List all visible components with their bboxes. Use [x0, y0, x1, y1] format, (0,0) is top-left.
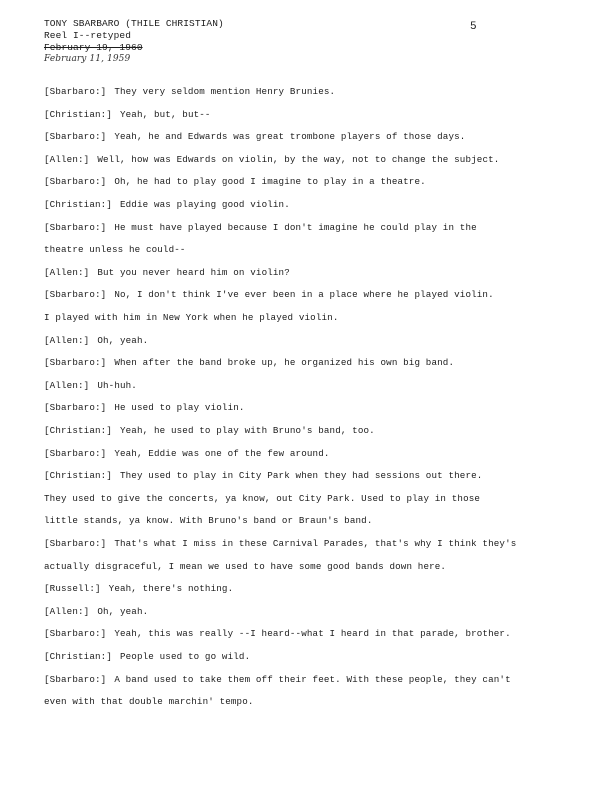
speaker-label: [ Sbarbaro :]: [44, 289, 106, 300]
transcript-line: [44, 357, 454, 368]
speaker-label: [ Christian :]: [44, 199, 112, 210]
line-text: I played with him in New York when he played violin.: [44, 312, 339, 323]
header-date-handwritten: February 11, 1959: [44, 54, 131, 64]
transcript-line: [44, 448, 330, 459]
page-number: 5: [470, 21, 477, 33]
transcript-line: [44, 628, 511, 639]
transcript-line: [44, 176, 426, 187]
speaker-label: [ Sbarbaro :]: [44, 86, 106, 97]
line-text: Oh, yeah.: [97, 605, 149, 617]
transcript-line: [44, 674, 511, 685]
transcript-line: [44, 289, 494, 300]
transcript-line: [44, 538, 516, 549]
header-date-struck: February 19, 1960: [44, 42, 143, 53]
line-text: He must have played because I don't imagine he could play in the: [114, 221, 477, 233]
speaker-label: [ Sbarbaro :]: [44, 402, 106, 413]
transcript-line: [44, 131, 465, 142]
transcript-line: [44, 154, 499, 165]
speaker-label: [ Christian :]: [44, 425, 112, 436]
line-text: little stands, ya know. With Bruno's band or Braun's band.: [44, 515, 373, 527]
line-text: Yeah, this was really --I heard--what I heard in that parade, brother.: [114, 628, 511, 640]
header-reel: Reel I--retyped: [44, 30, 132, 41]
transcript-line: [44, 425, 375, 436]
line-text: Yeah, Eddie was one of the few around.: [114, 447, 330, 459]
line-text: Oh, he had to play good I imagine to play in a theatre.: [114, 176, 426, 188]
line-text: They used to give the concerts, ya know, out City Park. Used to play in those: [44, 492, 481, 504]
speaker-label: [ Allen :]: [44, 267, 89, 278]
line-text: Well, how was Edwards on violin, by the way, not to change the subject.: [97, 153, 500, 165]
transcript-line: [44, 222, 477, 233]
line-text: He used to play violin.: [114, 402, 245, 414]
speaker-label: [ Sbarbaro :]: [44, 176, 106, 187]
transcript-line: [44, 312, 339, 323]
speaker-label: [ Sbarbaro :]: [44, 674, 106, 685]
speaker-label: [ Russell :]: [44, 583, 101, 594]
line-text: even with that double marchin' tempo.: [44, 696, 254, 708]
transcript-line: [44, 199, 290, 210]
line-text: When after the band broke up, he organized his own big band.: [114, 357, 455, 369]
speaker-label: [ Sbarbaro :]: [44, 131, 106, 142]
transcript-line: [44, 606, 148, 617]
line-text: Yeah, but, but--: [119, 108, 211, 120]
line-text: Yeah, he used to play with Bruno's band, too.: [119, 425, 375, 436]
line-text: Yeah, he and Edwards was great trombone players of those days.: [114, 131, 466, 143]
line-text: Yeah, there's nothing.: [108, 583, 234, 595]
transcript-line: [44, 402, 245, 413]
line-text: A band used to take them off their feet. With these people, they can't: [114, 673, 511, 685]
transcript-line: [44, 380, 137, 391]
line-text: But you never heard him on violin?: [97, 266, 290, 278]
speaker-label: [ Christian :]: [44, 651, 112, 662]
transcript-line: [44, 470, 482, 481]
speaker-label: [ Sbarbaro :]: [44, 357, 106, 368]
line-text: No, I don't think I've ever been in a place where he played violin.: [114, 289, 494, 301]
speaker-label: [ Sbarbaro :]: [44, 448, 106, 459]
speaker-label: [ Allen :]: [44, 380, 89, 391]
line-text: People used to go wild.: [119, 651, 251, 662]
transcript-line: [44, 493, 480, 504]
transcript-line: [44, 651, 250, 662]
speaker-label: [ Sbarbaro :]: [44, 222, 106, 233]
speaker-label: [ Allen :]: [44, 606, 89, 617]
transcript-line: [44, 583, 233, 594]
transcript-line: [44, 267, 290, 278]
line-text: That's what I miss in these Carnival Parades, that's why I think they's: [114, 538, 517, 549]
line-text: They very seldom mention Henry Brunies.: [114, 86, 336, 97]
speaker-label: [ Allen :]: [44, 154, 89, 165]
speaker-label: [ Christian :]: [44, 470, 112, 481]
transcript-line: [44, 696, 254, 707]
line-text: Oh, yeah.: [97, 334, 149, 346]
transcript-line: [44, 561, 446, 572]
speaker-label: [ Sbarbaro :]: [44, 628, 106, 639]
transcript-line: [44, 86, 335, 97]
header-title: TONY SBARBARO (THILE CHRISTIAN): [44, 18, 224, 29]
line-text: theatre unless he could--: [44, 244, 186, 256]
line-text: Eddie was playing good violin.: [119, 199, 290, 210]
transcript-line: [44, 515, 372, 526]
speaker-label: [ Allen :]: [44, 335, 89, 346]
line-text: Uh-huh.: [97, 379, 137, 391]
speaker-label: [ Sbarbaro :]: [44, 538, 106, 549]
line-text: actually disgraceful, I mean we used to have some good bands down here.: [44, 560, 447, 572]
speaker-label: [ Christian :]: [44, 109, 112, 120]
line-text: They used to play in City Park when they had sessions out there.: [119, 470, 483, 482]
transcript-line: [44, 244, 186, 255]
transcript-line: [44, 109, 211, 120]
transcript-line: [44, 335, 148, 346]
